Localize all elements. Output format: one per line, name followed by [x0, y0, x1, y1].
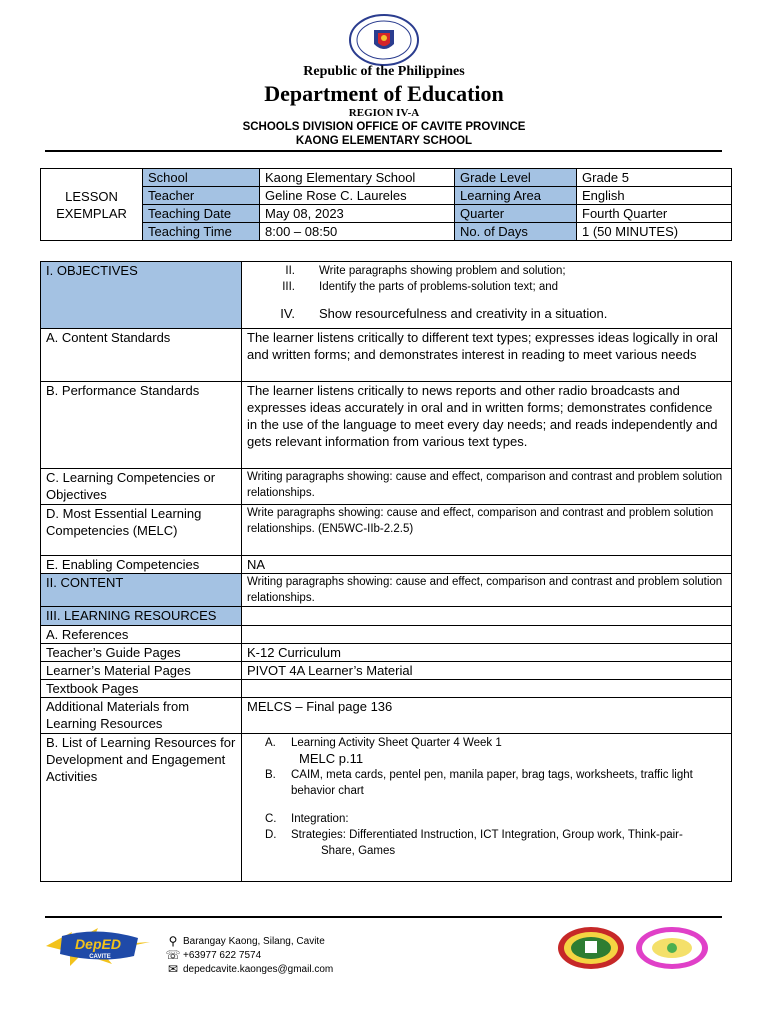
- list-item: C. Integration:: [265, 813, 349, 825]
- row-label: C. Learning Competencies or Objectives: [41, 469, 242, 505]
- info-row-time: [41, 223, 732, 241]
- info-label: Quarter: [455, 205, 577, 223]
- list-item: IV. Show resourcefulness and creativity in a situation.: [280, 306, 608, 321]
- division-title: SCHOOLS DIVISION OFFICE OF CAVITE PROVINCE: [242, 121, 526, 133]
- list-item: D. Strategies: Differentiated Instruction, ICT Integration, Group work, Think-pair-: [265, 829, 683, 841]
- row-label: Learner’s Material Pages: [41, 662, 242, 680]
- info-value: Kaong Elementary School: [260, 169, 455, 187]
- list-item: A. Learning Activity Sheet Quarter 4 Week 1: [265, 737, 502, 749]
- row-label: B. Performance Standards: [41, 382, 242, 469]
- deped-cavite-logo: [42, 922, 154, 968]
- objectives-row: [41, 262, 732, 329]
- row-label: Additional Materials from Learning Resources: [41, 698, 242, 734]
- info-value: 8:00 – 08:50: [260, 223, 455, 241]
- info-value: 1 (50 MINUTES): [577, 223, 732, 241]
- content-standards-row: [41, 329, 732, 382]
- row-label: D. Most Essential Learning Competencies (MELC): [41, 505, 242, 556]
- row-label: A. References: [41, 626, 242, 644]
- objectives-list: [247, 263, 726, 322]
- location-icon: ⚲: [168, 934, 178, 948]
- tg-pages-row: [41, 644, 732, 662]
- school-title: KAONG ELEMENTARY SCHOOL: [295, 135, 473, 147]
- info-label: School: [143, 169, 260, 187]
- row-label: III. LEARNING RESOURCES: [41, 607, 242, 626]
- row-label: Teacher’s Guide Pages: [41, 644, 242, 662]
- deped-seal-icon: [348, 14, 420, 66]
- info-row-date: [41, 205, 732, 223]
- info-label: Teaching Date: [143, 205, 260, 223]
- row-value: NA: [242, 556, 732, 574]
- svg-text:DepED: DepED: [75, 936, 121, 952]
- department-title: Department of Education: [264, 81, 504, 106]
- resources-list: [247, 735, 726, 859]
- row-label: II. CONTENT: [41, 574, 242, 607]
- lesson-info-table: [40, 168, 732, 241]
- row-value: The learner listens critically to different text types; expresses ideas logically in oral and written forms; and demonstrates interest in reading to meet various needs: [242, 329, 732, 382]
- competencies-row: [41, 469, 732, 505]
- list-item: II. Write paragraphs showing problem and solution;: [285, 265, 566, 277]
- row-value: Writing paragraphs showing: cause and effect, comparison and contrast and problem solution relationships.: [242, 574, 732, 607]
- footer-address: ⚲ Barangay Kaong, Silang, Cavite: [163, 934, 325, 948]
- lesson-exemplar-label: LESSON EXEMPLAR: [41, 169, 143, 241]
- objectives-label: I. OBJECTIVES: [41, 262, 242, 329]
- info-label: Teaching Time: [143, 223, 260, 241]
- enabling-row: [41, 556, 732, 574]
- row-value: K-12 Curriculum: [242, 644, 732, 662]
- footer-email: ✉ depedcavite.kaonges@gmail.com: [163, 962, 333, 976]
- republic-title: Republic of the Philippines: [303, 64, 465, 79]
- textbook-row: [41, 680, 732, 698]
- row-value: MELCS – Final page 136: [242, 698, 732, 734]
- row-value: Writing paragraphs showing: cause and effect, comparison and contrast and problem solution relationships.: [242, 469, 732, 505]
- mail-icon: ✉: [167, 962, 179, 976]
- info-row-teacher: [41, 187, 732, 205]
- info-label: No. of Days: [455, 223, 577, 241]
- school-seal-icon: [556, 926, 626, 970]
- references-row: [41, 626, 732, 644]
- info-label: Learning Area: [455, 187, 577, 205]
- school-badge-icon: [634, 926, 710, 970]
- header-divider: [45, 150, 722, 152]
- info-label: Teacher: [143, 187, 260, 205]
- performance-standards-row: [41, 382, 732, 469]
- info-value: May 08, 2023: [260, 205, 455, 223]
- footer-divider: [45, 916, 722, 918]
- list-resources-row: [41, 734, 732, 882]
- info-row-school: [41, 169, 732, 187]
- content-row: [41, 574, 732, 607]
- lm-pages-row: [41, 662, 732, 680]
- row-label: E. Enabling Competencies: [41, 556, 242, 574]
- region-title: REGION IV-A: [348, 107, 420, 119]
- row-label: A. Content Standards: [41, 329, 242, 382]
- row-value: The learner listens critically to news reports and other radio broadcasts and expresses ideas accurately in oral and in written forms; demonstrates confidence in the use of the language to meet every day needs; and reads independently and gets relevant information from various text types.: [242, 382, 732, 469]
- melc-row: [41, 505, 732, 556]
- info-value: Grade 5: [577, 169, 732, 187]
- info-value: English: [577, 187, 732, 205]
- row-label: Textbook Pages: [41, 680, 242, 698]
- list-item: Share, Games: [321, 845, 396, 857]
- info-value: Geline Rose C. Laureles: [260, 187, 455, 205]
- svg-text:CAVITE: CAVITE: [89, 954, 111, 960]
- row-label: B. List of Learning Resources for Development and Engagement Activities: [41, 734, 242, 882]
- additional-materials-row: [41, 698, 732, 734]
- lesson-plan-table: [40, 261, 732, 882]
- row-value: Write paragraphs showing: cause and effect, comparison and contrast and problem solution relationships. (EN5WC-IIb-2.2.5): [242, 505, 732, 556]
- list-item: MELC p.11: [299, 751, 364, 766]
- list-item: B. CAIM, meta cards, pentel pen, manila paper, brag tags, worksheets, traffic light behavior chart: [265, 769, 693, 797]
- info-label: Grade Level: [455, 169, 577, 187]
- resources-row: [41, 607, 732, 626]
- info-value: Fourth Quarter: [577, 205, 732, 223]
- footer-phone: ☏ +63977 622 7574: [163, 948, 261, 962]
- phone-icon: ☏: [165, 948, 181, 962]
- list-item: III. Identify the parts of problems-solution text; and: [282, 281, 559, 293]
- row-value: PIVOT 4A Learner’s Material: [242, 662, 732, 680]
